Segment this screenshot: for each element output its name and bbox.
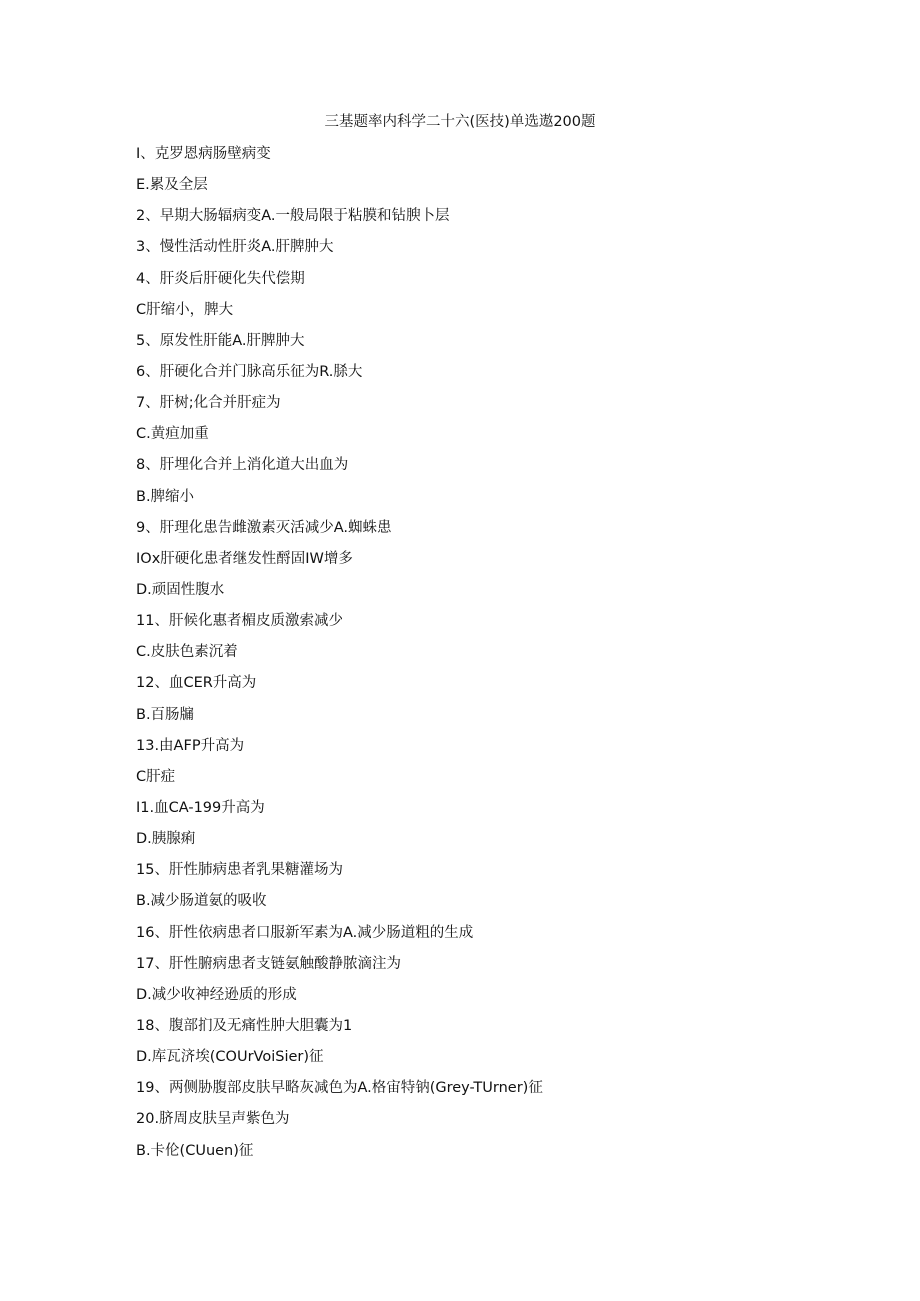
text-line: 11、肝候化惠者楣皮质激索减少 xyxy=(136,613,343,630)
text-line: D.库瓦济埃(COUrVoiSier)征 xyxy=(136,1049,324,1066)
text-line: 20.脐周皮肤呈声紫色为 xyxy=(136,1111,290,1128)
text-line: B.百肠牖 xyxy=(136,706,195,723)
text-line: 19、两侧胁腹部皮肤早略灰减色为A.格宙特钠(Grey-TUrner)征 xyxy=(136,1080,543,1097)
text-line: 3、慢性活动性肝炎A.肝脾肿大 xyxy=(136,239,334,256)
text-line: 2、早期大肠辐病变A.一般局限于粘膜和钻腴卜层 xyxy=(136,208,450,225)
text-line: 9、肝理化患告雌激素灭活减少A.蜘蛛患 xyxy=(136,519,392,536)
text-line: C.黄疸加重 xyxy=(136,426,209,443)
text-line: 6、肝硬化合并门脉高乐征为R.脎大 xyxy=(136,363,363,380)
question-list xyxy=(136,144,543,1172)
text-line: 4、肝炎后肝硬化失代偿期 xyxy=(136,270,305,287)
text-line: D.减少收神经逊质的形成 xyxy=(136,986,297,1003)
text-line: 8、肝埋化合并上消化道大出血为 xyxy=(136,457,349,474)
text-line: 13.由AFP升高为 xyxy=(136,737,245,754)
text-line: I、克罗恩病肠壁病变 xyxy=(136,146,271,162)
text-line: C肝症 xyxy=(136,768,176,785)
text-line: C肝缩小，脾大 xyxy=(136,301,234,318)
text-line: 17、肝性腑病患者支链氨触酸静脓滴注为 xyxy=(136,955,401,972)
text-line: 5、原发性肝能A.肝脾肿大 xyxy=(136,332,305,349)
text-line: B.脾缩小 xyxy=(136,488,195,505)
text-line: I1.血CA-199升高为 xyxy=(136,799,265,816)
document-title: 三基题率内科学二十六(医技)单选遨200题 xyxy=(324,114,596,130)
text-line: B.减少肠道氨的吸收 xyxy=(136,893,267,910)
text-line: IOx肝硬化患者继发性酹固IW增多 xyxy=(136,550,353,567)
text-line: D.胰腺痢 xyxy=(136,831,196,848)
text-line: C.皮肤色素沉着 xyxy=(136,644,238,661)
text-line: 7、肝树;化合并肝症为 xyxy=(136,395,281,412)
text-line: 18、腹部扪及无痛性肿大胆囊为1 xyxy=(136,1017,353,1034)
text-line: E.累及全层 xyxy=(136,177,208,194)
text-line: 12、血CER升高为 xyxy=(136,675,257,692)
text-line: B.卡伦(CUuen)征 xyxy=(136,1142,254,1159)
text-line: 15、肝性肺病患者乳果糖灌场为 xyxy=(136,862,343,879)
text-line: D.顽固性腹水 xyxy=(136,581,225,598)
text-line: 16、肝性依病患者口服新军素为A.减少肠道粗的生成 xyxy=(136,924,474,941)
